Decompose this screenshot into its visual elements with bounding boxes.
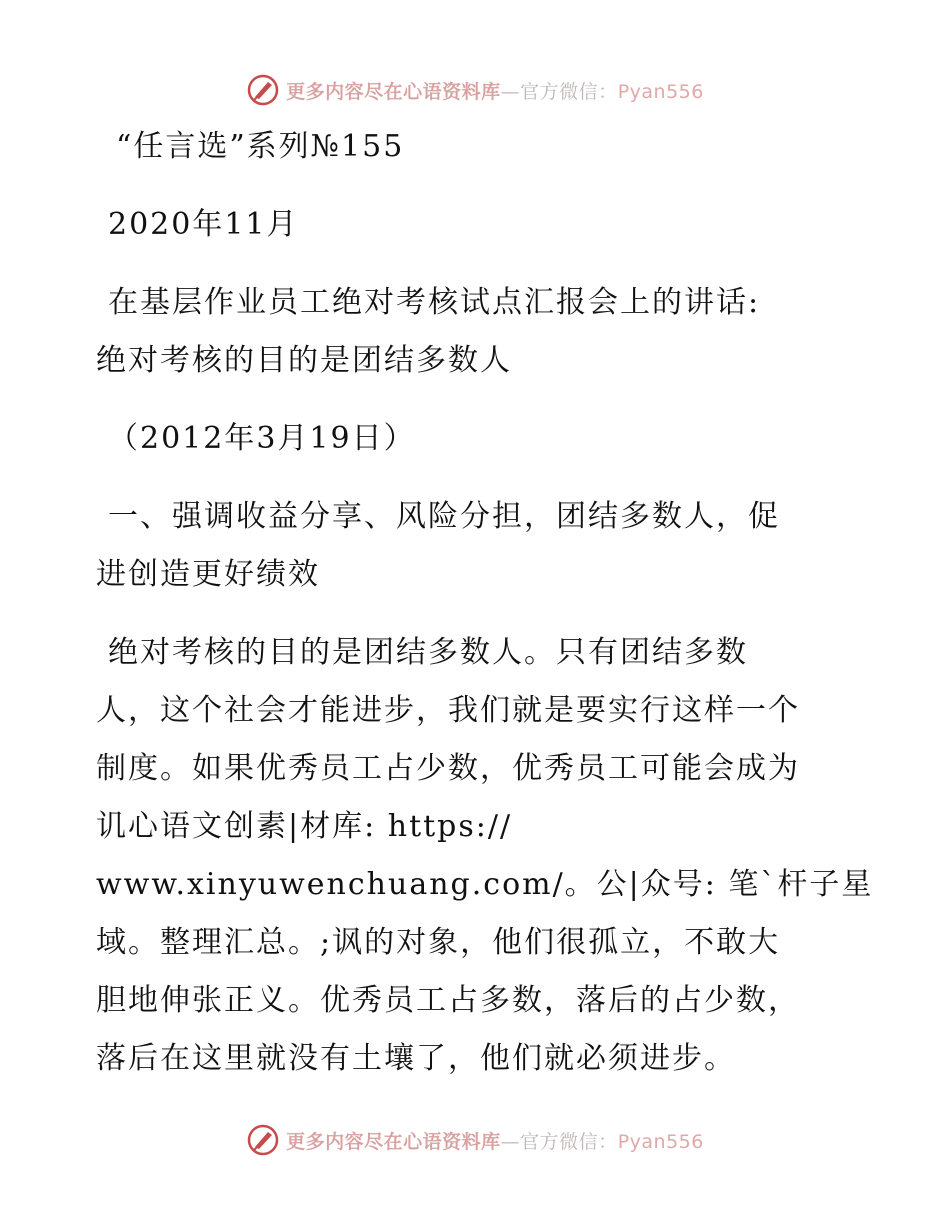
watermark-text — [286, 77, 704, 104]
watermark-sub: 官方微信： — [520, 1130, 618, 1153]
header-watermark — [0, 70, 950, 110]
section1-line-1: 一、强调收益分享、风险分担，团结多数人，促 — [108, 499, 780, 534]
series-label: “任言选”系列№155 — [116, 129, 405, 164]
paragraph-line-4: 讥心语文创素|材库: https:// — [96, 809, 513, 844]
paragraph-line-1: 绝对考核的目的是团结多数人。只有团结多数 — [108, 635, 748, 670]
quill-logo-icon — [246, 1123, 280, 1157]
paragraph-line-5: www.xinyuwenchuang.com/。公|众号: 笔`杆子星 — [96, 867, 874, 902]
quill-logo-icon — [246, 73, 280, 107]
watermark-main: 更多内容尽在心语资料库 — [286, 1130, 501, 1153]
title-line-1: 在基层作业员工绝对考核试点汇报会上的讲话: — [108, 285, 761, 320]
watermark-dash: — — [500, 80, 521, 103]
paragraph-line-6: 域。整理汇总。;讽的对象，他们很孤立，不敢大 — [96, 925, 781, 960]
title-line-2: 绝对考核的目的是团结多数人 — [96, 343, 512, 378]
paragraph-line-7: 胆地伸张正义。优秀员工占多数，落后的占少数， — [96, 983, 800, 1018]
watermark-main: 更多内容尽在心语资料库 — [286, 80, 501, 103]
watermark-text — [286, 1127, 704, 1154]
watermark-dash: — — [500, 1130, 521, 1153]
paragraph-line-3: 制度。如果优秀员工占少数，优秀员工可能会成为 — [96, 751, 800, 786]
paragraph-line-2: 人，这个社会才能进步，我们就是要实行这样一个 — [96, 693, 800, 728]
document-date: 2020年11月 — [108, 207, 299, 242]
watermark-id: Pyan556 — [617, 80, 704, 103]
paragraph-line-8: 落后在这里就没有土壤了，他们就必须进步。 — [96, 1041, 736, 1076]
watermark-sub: 官方微信： — [520, 80, 618, 103]
watermark-id: Pyan556 — [617, 1130, 704, 1153]
document-body — [96, 118, 874, 1088]
speech-date: （2012年3月19日） — [108, 421, 416, 456]
footer-watermark — [0, 1120, 950, 1160]
section1-line-2: 进创造更好绩效 — [96, 557, 320, 592]
